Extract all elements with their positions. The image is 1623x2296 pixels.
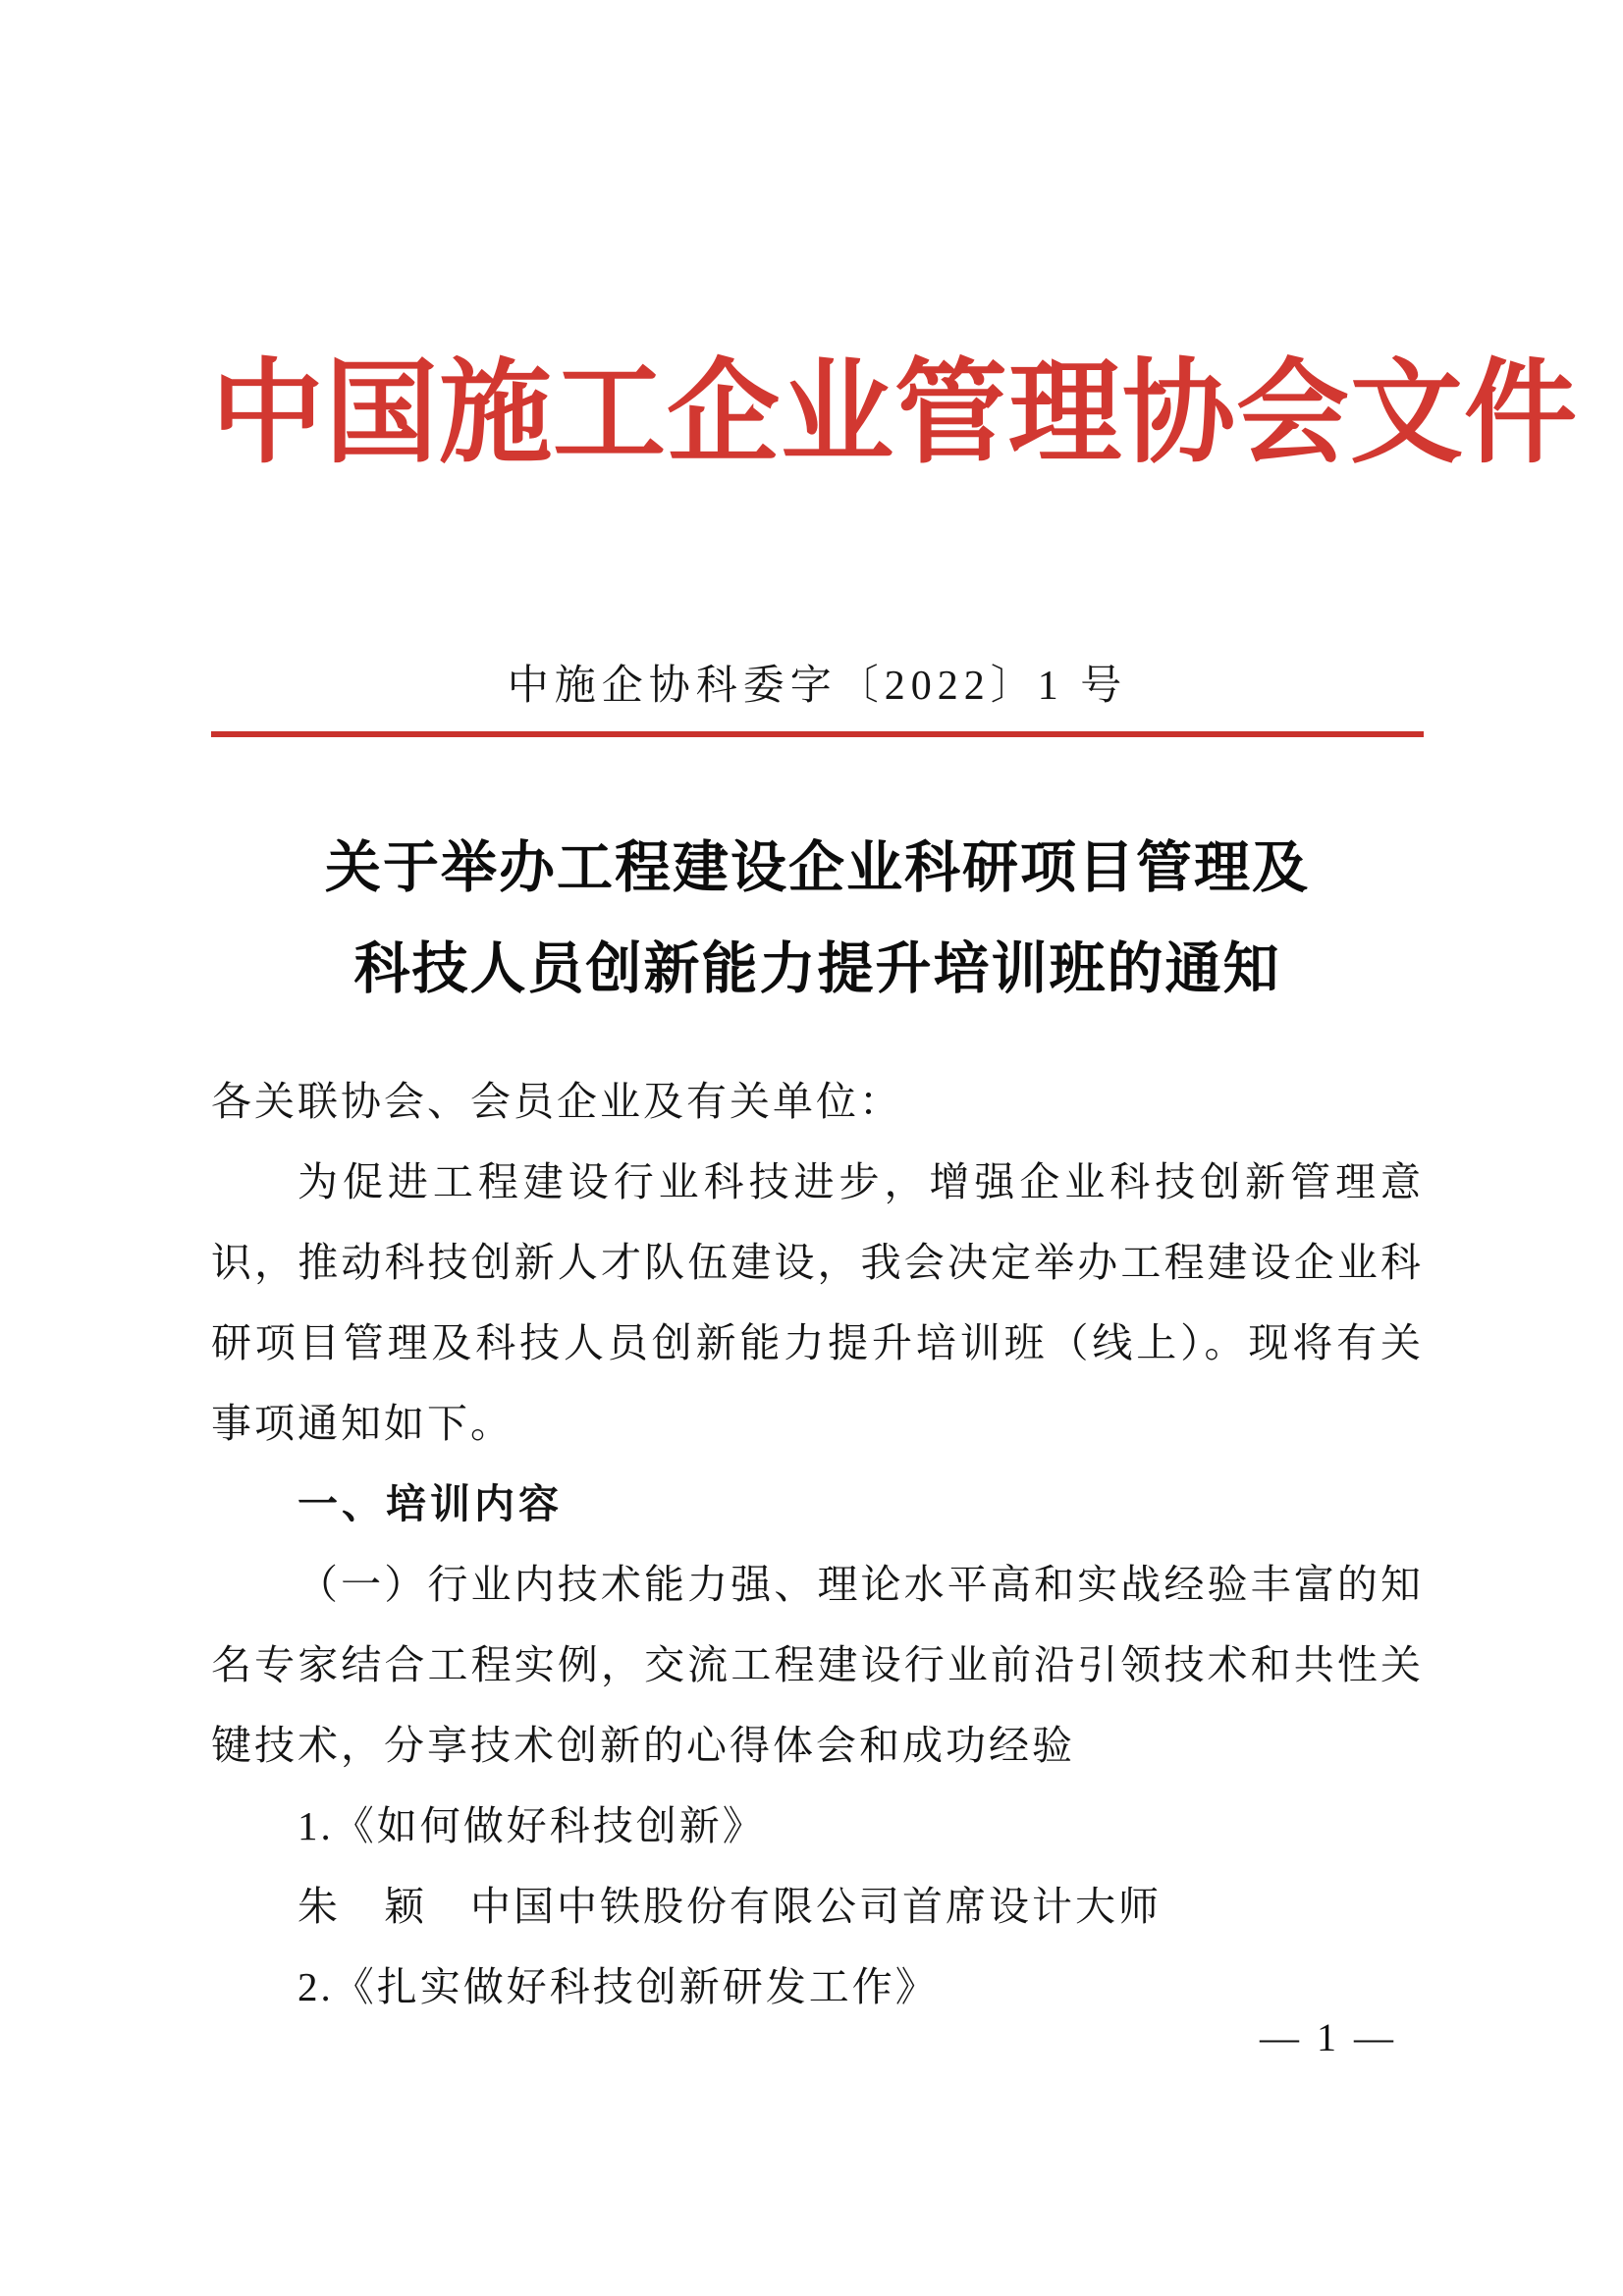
page-number: — 1 — <box>1260 2015 1397 2059</box>
notice-title-line-2: 科技人员创新能力提升培训班的通知 <box>353 938 1281 1001</box>
notice-title-line-1: 关于举办工程建设企业科研项目管理及 <box>325 837 1310 900</box>
course-2-title: 2.《扎实做好科技创新研发工作》 <box>298 1964 939 2010</box>
intro-paragraph: 为促进工程建设行业科技进步，增强企业科技创新管理意识，推动科技创新人才队伍建设，我会决定举办工程建设企业科研项目管理及科技人员创新能力提升培训班（线上）。现将有关事项通知如下。 <box>211 1159 1424 1447</box>
letterhead-org-title: 中国施工企业管理协会文件 <box>211 351 1579 476</box>
course-1-speaker: 朱 颖 中国中铁股份有限公司首席设计大师 <box>298 1884 1162 1930</box>
course-1-title: 1.《如何做好科技创新》 <box>298 1803 766 1849</box>
notice-title <box>211 818 1424 1020</box>
red-divider-line <box>211 731 1424 737</box>
document-body <box>211 1061 1424 2027</box>
document-number: 中施企协科委字〔2022〕1 号 <box>507 663 1128 709</box>
section-heading-training-content: 一、培训内容 <box>298 1481 563 1527</box>
training-content-paragraph: （一）行业内技术能力强、理论水平高和实战经验丰富的知名专家结合工程实例，交流工程建设行业前沿引领技术和共性关键技术，分享技术创新的心得体会和成功经验 <box>211 1562 1424 1769</box>
salutation: 各关联协会、会员企业及有关单位： <box>211 1079 902 1125</box>
